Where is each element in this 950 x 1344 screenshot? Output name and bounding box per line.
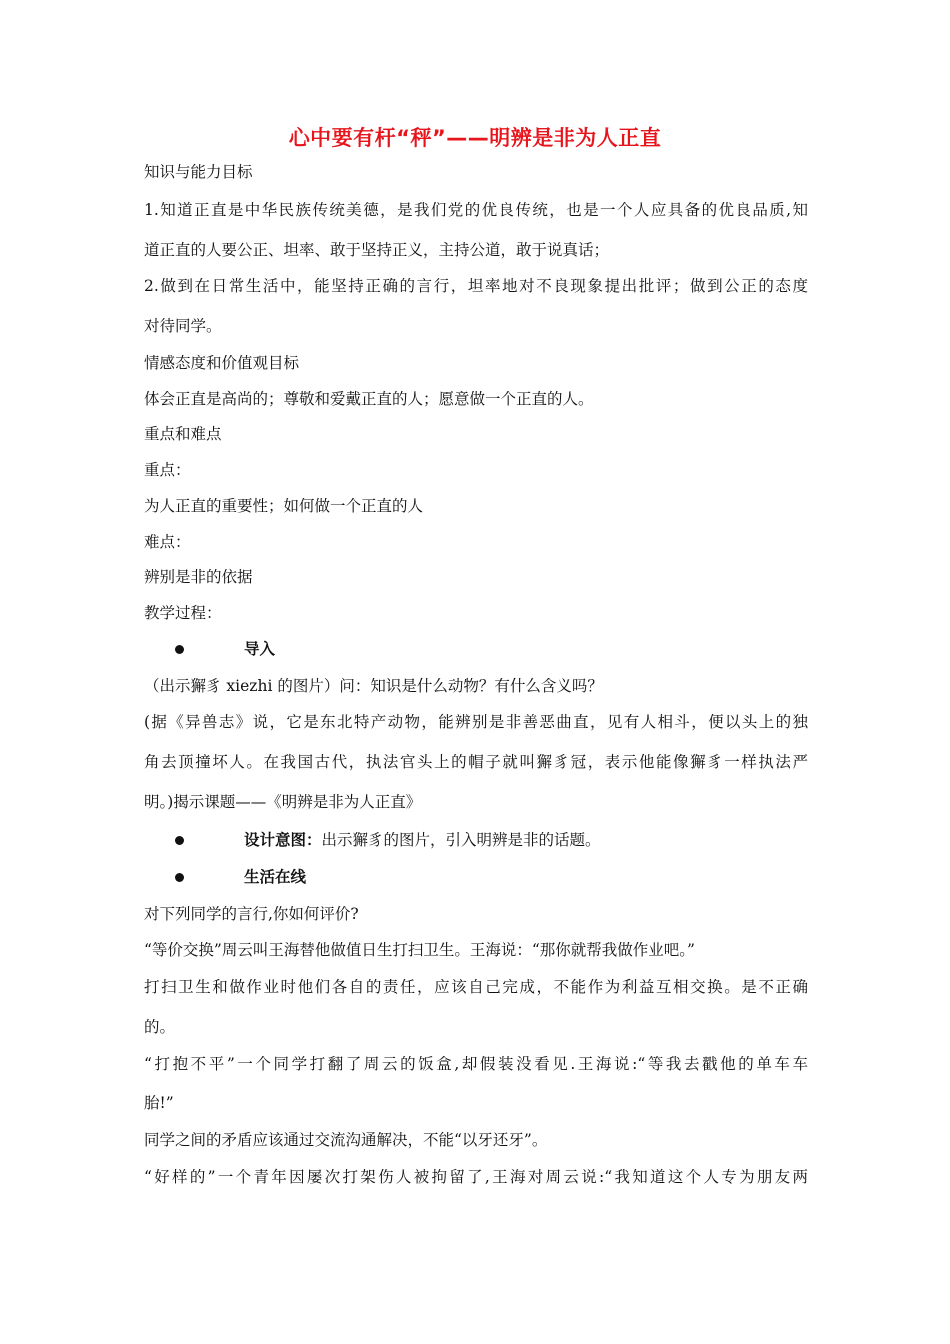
paragraph-line: 道正直的人要公正、坦率、敢于坚持正义，主持公道，敢于说真话； [144,241,610,259]
paragraph-line: 明。)揭示课题——《明辨是非为人正直》 [144,793,422,811]
label-key-point: 重点： [144,461,191,479]
paragraph-line: 2.做到在日常生活中，能坚持正确的言行，坦率地对不良现象提出批评；做到公正的态度 [144,277,808,295]
heading-teaching-process: 教学过程： [144,604,222,622]
heading-knowledge-goals: 知识与能力目标 [144,163,253,181]
paragraph-line: 辨别是非的依据 [144,568,253,586]
paragraph-line: 角去顶撞坏人。在我国古代，执法官头上的帽子就叫獬豸冠，表示他能像獬豸一样执法严 [144,753,808,771]
bullet-icon [174,830,184,850]
paragraph-line: “好样的”一个青年因屡次打架伤人被拘留了,王海对周云说:“我知道这个人专为朋友两 [144,1168,808,1186]
paragraph-line: “等价交换”周云叫王海替他做值日生打扫卫生。王海说：“那你就帮我做作业吧。” [144,941,695,959]
paragraph-line: 对下列同学的言行,你如何评价? [144,905,359,923]
paragraph-line: 对待同学。 [144,317,222,335]
design-intent-label: 设计意图： [244,831,322,849]
paragraph-line: （出示獬豸 xiezhi 的图片）问：知识是什么动物？有什么含义吗？ [144,677,603,695]
document-title: 心中要有杆“秤”——明辨是非为人正直 [288,126,662,150]
paragraph-line: 体会正直是高尚的；尊敬和爱戴正直的人；愿意做一个正直的人。 [144,390,594,408]
label-difficulty: 难点： [144,533,191,551]
paragraph-line: 打扫卫生和做作业时他们各自的责任，应该自己完成，不能作为利益互相交换。是不正确 [144,978,808,996]
paragraph-line: (据《异兽志》说，它是东北特产动物，能辨别是非善恶曲直，见有人相斗，便以头上的独 [144,713,808,731]
paragraph-line: 胎!” [144,1094,174,1112]
document-page: 心中要有杆“秤”——明辨是非为人正直 知识与能力目标 1.知道正直是中华民族传统美德，是我们党的优良传统，也是一个人应具备的优良品质,知 道正直的人要公正、坦率、敢于坚持正义，主持公道，敢于说真话； 2.做到在日常生活中，能坚持正确的言行，坦率地对不良现象提出批评；做到公正的态度 对待同学。 情感态度和价值观目标 体会正直是高尚的；尊敬和爱戴正直的人；愿意做一个正直的人。 重点和难点 重点： 为人正直的重要性；如何做一个正直的人 难点： 辨别是非的依据 教学过程： 导入 （出示獬豸 xiezhi 的图片）问：知识是什么动物？有什么含义吗？ (据《异兽志》说，它是东北特产动物，能辨别是非善恶曲直，见有人相斗，便以头上的独 角去顶撞坏人。在我国古代，执法官头上的帽子就叫獬豸冠，表示他能像獬豸一样执法严 明。)揭示课题——《明辨是非为人正直》 设计意图：出示獬豸的图片，引入明辨是非的话题。 生活在线 对下列同学的言行,你如何评价? “等价交换”周云叫王海替他做值日生打扫卫生。王海说：“那你就帮我做作业吧。” 打扫卫生和做作业时他们各自的责任，应该自己完成，不能作为利益互相交换。是不正确 的。 “打抱不平”一个同学打翻了周云的饭盒,却假装没看见.王海说:“等我去戳他的单车车 胎!” 同学之间的矛盾应该通过交流沟通解决，不能“以牙还牙”。 “好样的”一个青年因屡次打架伤人被拘留了,王海对周云说:“我知道这个人专为朋友两 [0,0,950,1344]
paragraph-line: 为人正直的重要性；如何做一个正直的人 [144,497,424,515]
paragraph-line: 同学之间的矛盾应该通过交流沟通解决，不能“以牙还牙”。 [144,1131,548,1149]
bullet-icon [174,867,184,887]
bullet-icon [174,639,184,659]
paragraph-line: “打抱不平”一个同学打翻了周云的饭盒,却假装没看见.王海说:“等我去戳他的单车车 [144,1055,808,1073]
paragraph-line: 的。 [144,1018,176,1036]
heading-key-points: 重点和难点 [144,425,222,443]
heading-attitude-goals: 情感态度和价值观目标 [144,354,300,372]
paragraph-line: 1.知道正直是中华民族传统美德，是我们党的优良传统，也是一个人应具备的优良品质,知 [144,201,808,219]
design-intent-text: 出示獬豸的图片，引入明辨是非的话题。 [321,831,601,849]
